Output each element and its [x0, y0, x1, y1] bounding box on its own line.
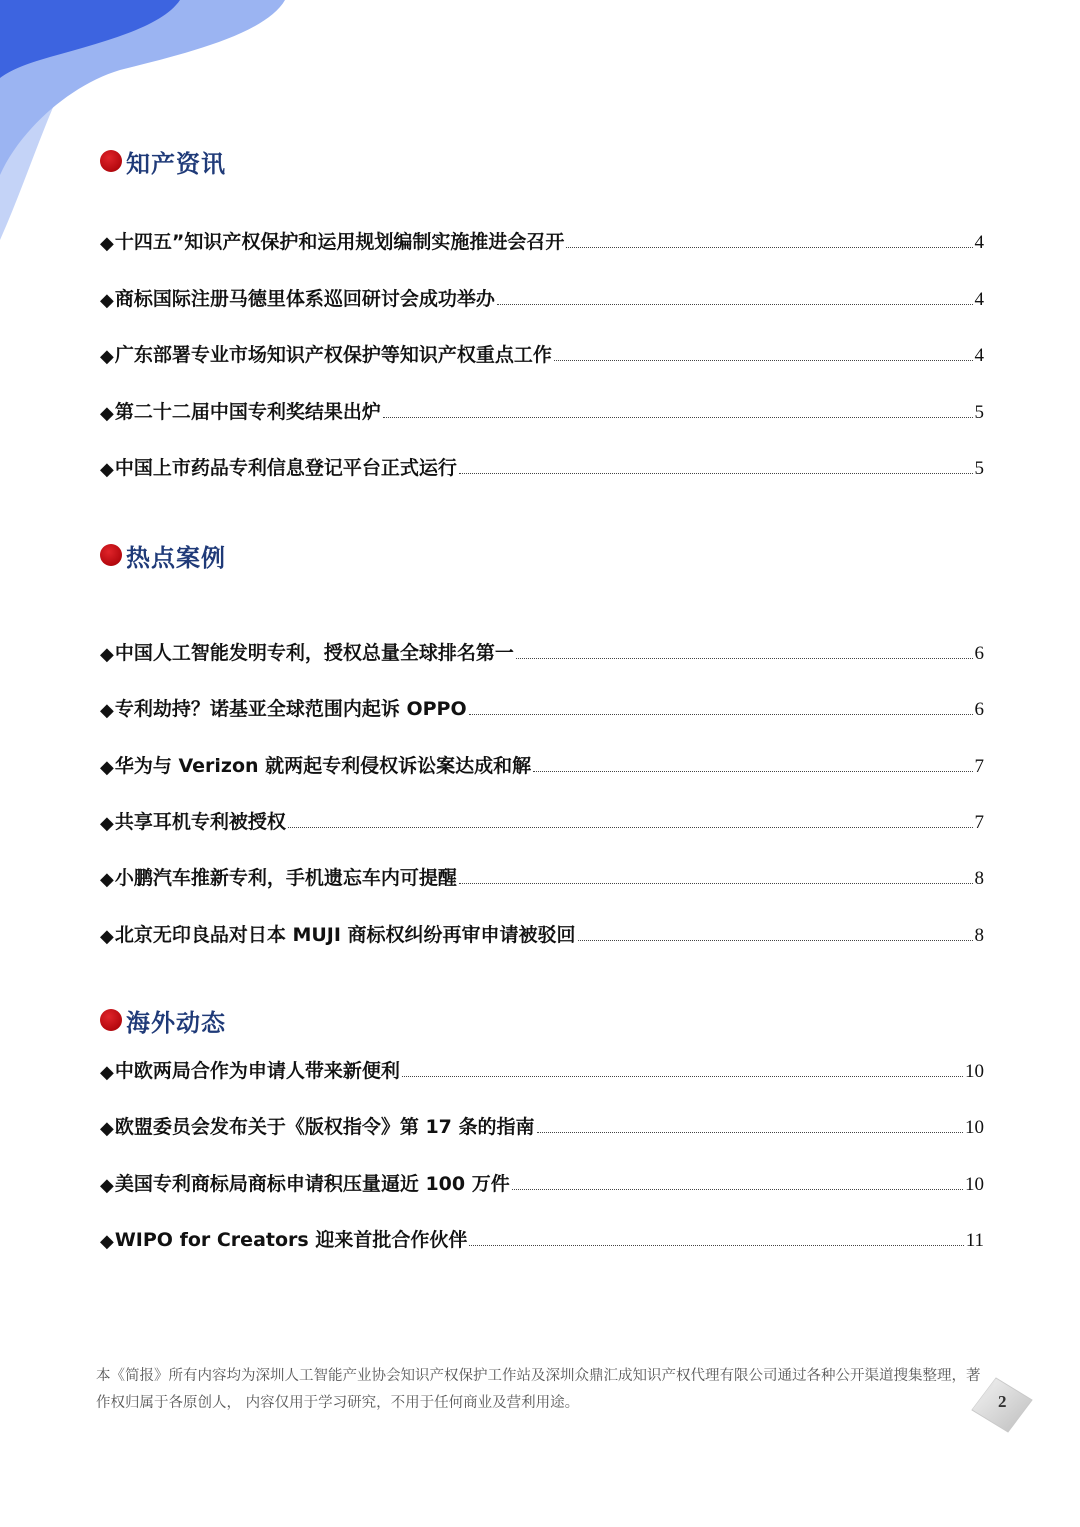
dot-leader	[459, 473, 973, 474]
toc-entry-page: 8	[974, 868, 984, 889]
toc-entry-title: 共享耳机专利被授权	[114, 811, 286, 833]
toc-entry-page: 6	[974, 643, 984, 664]
toc-entry-page: 5	[974, 402, 984, 423]
diamond-bullet-icon: ◆	[100, 233, 114, 254]
diamond-bullet-icon: ◆	[100, 869, 114, 890]
diamond-bullet-icon: ◆	[100, 1118, 114, 1139]
toc-entry[interactable]	[100, 394, 984, 424]
toc-entry-page: 7	[974, 756, 984, 777]
toc-entry-title: 中国人工智能发明专利，授权总量全球排名第一	[114, 642, 514, 664]
diamond-bullet-icon: ◆	[100, 290, 114, 311]
red-dot-icon	[100, 150, 122, 172]
dot-leader	[537, 1132, 963, 1133]
toc-entry-page: 7	[974, 812, 984, 833]
dot-leader	[512, 1189, 963, 1190]
toc-entry-page: 8	[974, 925, 984, 946]
toc-entry[interactable]	[100, 450, 984, 480]
section-heading-overseas	[100, 1002, 226, 1038]
toc-entry[interactable]	[100, 1109, 984, 1139]
toc-entry-page: 10	[965, 1117, 984, 1138]
toc-entry[interactable]	[100, 224, 984, 254]
corner-wave-decoration	[0, 0, 300, 240]
toc-entry-title: WIPO for Creators 迎来首批合作伙伴	[114, 1229, 468, 1251]
diamond-bullet-icon: ◆	[100, 403, 114, 424]
diamond-bullet-icon: ◆	[100, 346, 114, 367]
toc-entry[interactable]	[100, 635, 984, 665]
dot-leader	[288, 827, 973, 828]
diamond-bullet-icon: ◆	[100, 757, 114, 778]
diamond-bullet-icon: ◆	[100, 926, 114, 947]
toc-entry-title: 商标国际注册马德里体系巡回研讨会成功举办	[114, 288, 495, 310]
toc-entry[interactable]	[100, 860, 984, 890]
toc-entry-page: 4	[974, 345, 984, 366]
toc-entry-page: 10	[965, 1061, 984, 1082]
toc-entry-title: 中国上市药品专利信息登记平台正式运行	[114, 457, 457, 479]
toc-entry[interactable]	[100, 804, 984, 834]
red-dot-icon	[100, 544, 122, 566]
dot-leader	[578, 940, 973, 941]
dot-leader	[497, 304, 973, 305]
dot-leader	[533, 771, 972, 772]
dot-leader	[516, 658, 973, 659]
toc-entry[interactable]	[100, 748, 984, 778]
toc-entry-page: 10	[965, 1174, 984, 1195]
diamond-bullet-icon: ◆	[100, 1231, 114, 1252]
dot-leader	[554, 360, 973, 361]
toc-entry[interactable]	[100, 917, 984, 947]
disclaimer-footer: 本《简报》所有内容均为深圳人工智能产业协会知识产权保护工作站及深圳众鼎汇成知识产权代理有限公司通过各种公开渠道搜集整理，著作权归属于各原创人， 内容仅用于学习研究，不用于任何商业及营利用途。	[96, 1368, 981, 1411]
diamond-bullet-icon: ◆	[100, 700, 114, 721]
diamond-bullet-icon: ◆	[100, 644, 114, 665]
diamond-bullet-icon: ◆	[100, 459, 114, 480]
toc-entry-title: 北京无印良品对日本 MUJI 商标权纠纷再审申请被驳回	[114, 924, 576, 946]
dot-leader	[383, 417, 973, 418]
toc-entry-title: 第二十二届中国专利奖结果出炉	[114, 401, 381, 423]
diamond-bullet-icon: ◆	[100, 1062, 114, 1083]
toc-entry-page: 5	[974, 458, 984, 479]
toc-entry[interactable]	[100, 281, 984, 311]
toc-entry-title: 中欧两局合作为申请人带来新便利	[114, 1060, 400, 1082]
toc-entry[interactable]	[100, 1222, 984, 1252]
toc-entry[interactable]	[100, 691, 984, 721]
dot-leader	[566, 247, 972, 248]
toc-entry-title: 小鹏汽车推新专利，手机遗忘车内可提醒	[114, 867, 457, 889]
dot-leader	[459, 883, 973, 884]
toc-entry-page: 11	[965, 1230, 984, 1251]
toc-entry[interactable]	[100, 1053, 984, 1083]
toc-entry-title: 华为与 Verizon 就两起专利侵权诉讼案达成和解	[114, 755, 532, 777]
red-dot-icon	[100, 1009, 122, 1031]
toc-entry-page: 6	[974, 699, 984, 720]
diamond-bullet-icon: ◆	[100, 1175, 114, 1196]
toc-entry-title: 广东部署专业市场知识产权保护等知识产权重点工作	[114, 344, 552, 366]
toc-entry-page: 4	[974, 232, 984, 253]
page-number: 2	[998, 1392, 1007, 1411]
toc-entry-title: 专利劫持？诺基亚全球范围内起诉 OPPO	[114, 698, 467, 720]
section-title: 知产资讯	[126, 149, 226, 178]
toc-entry-page: 4	[974, 289, 984, 310]
toc-entry[interactable]	[100, 1166, 984, 1196]
dot-leader	[469, 1245, 963, 1246]
dot-leader	[469, 714, 973, 715]
section-title: 海外动态	[126, 1008, 226, 1037]
section-title: 热点案例	[126, 543, 226, 572]
section-heading-news	[100, 143, 226, 179]
diamond-bullet-icon: ◆	[100, 813, 114, 834]
toc-entry[interactable]	[100, 337, 984, 367]
toc-entry-title: 美国专利商标局商标申请积压量逼近 100 万件	[114, 1173, 510, 1195]
section-heading-cases	[100, 537, 226, 573]
toc-entry-title: 欧盟委员会发布关于《版权指令》第 17 条的指南	[114, 1116, 535, 1138]
toc-entry-title: 十四五”知识产权保护和运用规划编制实施推进会召开	[114, 231, 565, 253]
dot-leader	[402, 1076, 963, 1077]
